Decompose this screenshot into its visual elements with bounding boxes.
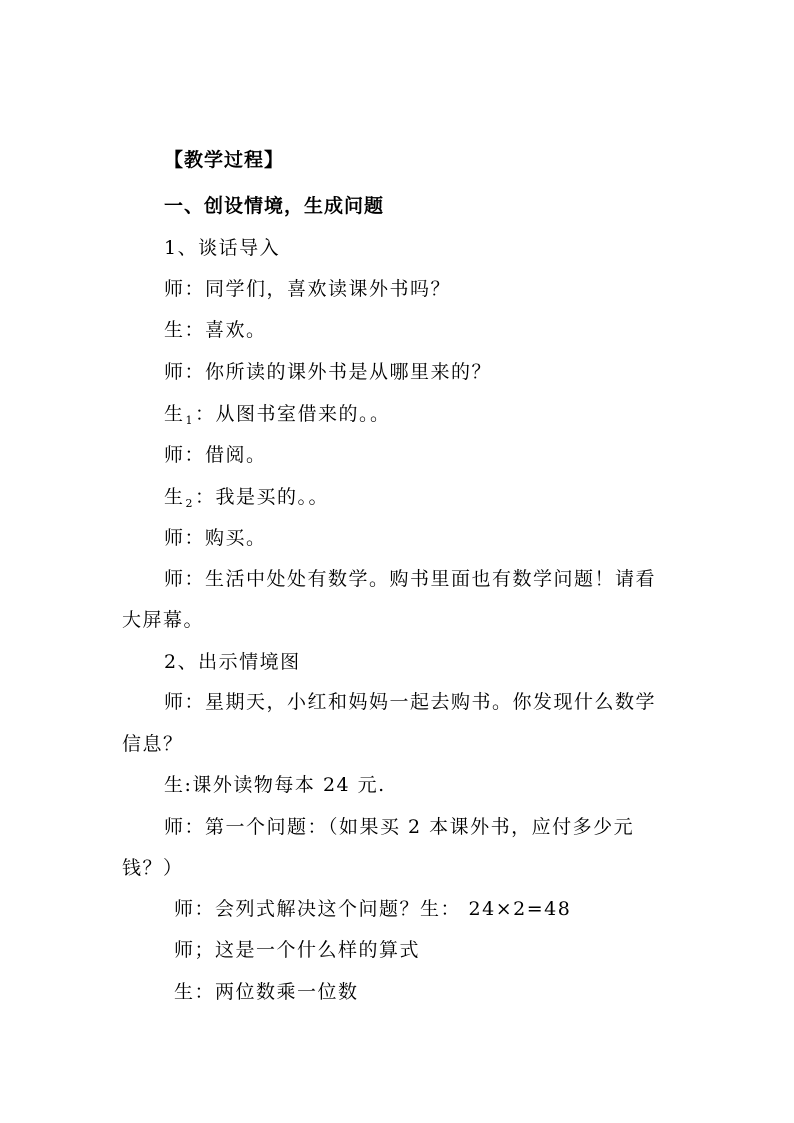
section1-title: 一、创设情境，生成问题: [164, 195, 385, 217]
step1-title: 1、谈话导入: [164, 237, 281, 259]
dialogue-line: 师：星期天，小红和妈妈一起去购书。你发现什么数学: [164, 691, 657, 713]
dialogue-line: 师：你所读的课外书是从哪里来的？: [164, 361, 493, 383]
dialogue-line-continued: 钱？）: [122, 857, 184, 879]
dialogue-line-continued: 大屏幕。: [122, 609, 205, 631]
dialogue-line: 师：同学们，喜欢读课外书吗？: [164, 278, 452, 300]
dialogue-line: 师：借阅。: [164, 444, 267, 466]
dialogue-line: 师：购买。: [164, 527, 267, 549]
section-heading: 【教学过程】: [164, 149, 285, 171]
dialogue-line: 生:课外读物每本 24 元.: [164, 774, 386, 796]
speaker-label: 生: [164, 403, 185, 425]
dialogue-text: ：我是买的。。: [195, 486, 330, 508]
speaker-subscript: 1: [185, 414, 195, 427]
dialogue-line: 师：生活中处处有数学。购书里面也有数学问题！请看: [164, 568, 657, 590]
dialogue-text: ：从图书室借来的。。: [195, 403, 391, 425]
dialogue-line: 师；这是一个什么样的算式: [174, 939, 421, 961]
dialogue-line: [164, 402, 391, 429]
dialogue-line-continued: 信息？: [122, 733, 184, 755]
dialogue-line: [164, 485, 329, 512]
dialogue-line: 师：会列式解决这个问题？生： 24×2=48: [174, 898, 572, 920]
dialogue-line: 生：两位数乘一位数: [174, 981, 359, 1003]
dialogue-line: 生：喜欢。: [164, 319, 267, 341]
step2-title: 2、出示情境图: [164, 651, 301, 673]
speaker-subscript: 2: [185, 497, 195, 510]
dialogue-line: 师：第一个问题：（如果买 2 本课外书，应付多少元: [164, 816, 635, 838]
speaker-label: 生: [164, 486, 185, 508]
